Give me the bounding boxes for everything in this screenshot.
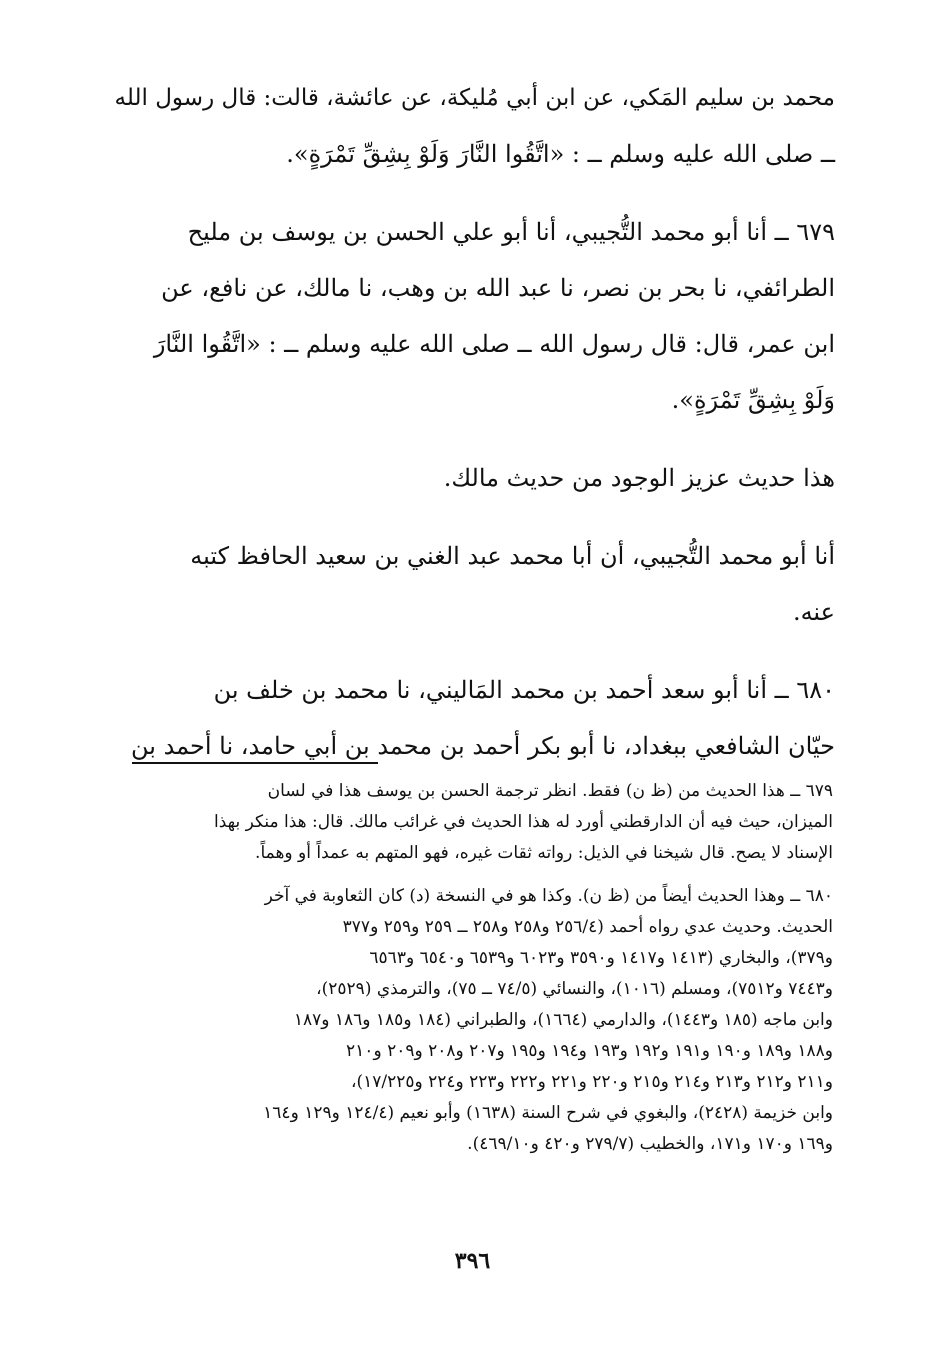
text-line: الطرائفي، نا بحر بن نصر، نا عبد الله بن وهب، نا مالك، عن نافع، عن [161,274,835,302]
comment-paragraph [110,450,835,506]
text-line: حيّان الشافعي ببغداد، نا أبو بكر أحمد بن محمد بن أبي حامد، نا أحمد بن [130,732,835,760]
footnote-divider [132,762,378,764]
footnote-679 [112,776,833,869]
footnote-line: و١٨٨ و١٨٩ و١٩٠ و١٩١ و١٩٢ و١٩٣ و١٩٤ و١٩٥ و٢٠٧ و٢٠٨ و٢٠٩ و٢١٠ [346,1041,833,1061]
paragraph-continuation [110,70,835,182]
text-line: ٦٨٠ ــ أنا أبو سعد أحمد بن محمد المَاليني، نا محمد بن خلف بن [213,676,835,704]
text-line: ــ صلى الله عليه وسلم ــ : «اتَّقُوا النَّارَ وَلَوْ بِشِقِّ تَمْرَةٍ». [286,140,835,168]
attribution-paragraph [110,528,835,640]
text-line: عنه. [792,598,835,626]
hadith-679 [110,204,835,428]
text-line: هذا حديث عزيز الوجود من حديث مالك. [443,464,835,492]
footnote-line: وابن خزيمة (٢٤٢٨)، والبغوي في شرح السنة (١٦٣٨) وأبو نعيم (١٢٤/٤ و١٢٩ و١٦٤ [263,1103,833,1123]
footnote-line: و٣٧٩)، والبخاري (١٤١٣ و١٤١٧ و٣٥٩٠ و٦٠٢٣ و٦٥٣٩ و٦٥٤٠ و٦٥٦٣ [369,948,833,968]
page-number: ٣٩٦ [454,1248,491,1274]
footnotes [112,776,833,1160]
text-line: ٦٧٩ ــ أنا أبو محمد التُّجيبي، أنا أبو علي الحسن بن يوسف بن مليح [187,218,835,246]
footnote-line: الميزان، حيث فيه أن الدارقطني أورد له هذا الحديث في غرائب مالك. قال: هذا منكر بهذا [214,812,833,832]
footnote-line: و٧٤٤٣ و٧٥١٢)، ومسلم (١٠١٦)، والنسائي (٧٤/٥ ــ ٧٥)، والترمذي (٢٥٢٩)، [316,979,833,999]
footnote-line: ٦٧٩ ــ هذا الحديث من (ظ ن) فقط. انظر ترجمة الحسن بن يوسف هذا في لسان [267,781,833,801]
footnote-line: الحديث. وحديث عدي رواه أحمد (٢٥٦/٤ و٢٥٨ و٢٥٨ ــ ٢٥٩ و٢٥٩ و٣٧٧ [342,917,833,937]
footnote-line: و٢١١ و٢١٢ و٢١٣ و٢١٤ و٢١٥ و٢٢٠ و٢٢١ و٢٢٢ و٢٢٣ و٢٢٤ و١٧/٢٢٥)، [350,1072,833,1092]
footnote-680 [112,881,833,1160]
text-line: أنا أبو محمد التُّجيبي، أن أبا محمد عبد الغني بن سعيد الحافظ كتبه [190,542,835,570]
footnote-line: الإسناد لا يصح. قال شيخنا في الذيل: رواته ثقات غيره، فهو المتهم به عمداً أو وهماً. [255,843,833,863]
text-line: محمد بن سليم المَكي، عن ابن أبي مُليكة، عن عائشة، قالت: قال رسول الله [114,85,835,111]
hadith-680 [110,662,835,774]
main-text [110,70,835,774]
footnote-line: و١٦٩ و١٧٠ و١٧١، والخطيب (٢٧٩/٧ و٤٢٠ و٤٦٩/١٠). [467,1134,833,1154]
footnote-line: ٦٨٠ ــ وهذا الحديث أيضاً من (ظ ن). وكذا هو في النسخة (د) كان الثعاوبة في آخر [264,886,833,906]
text-line: وَلَوْ بِشِقِّ تَمْرَةٍ». [671,386,835,414]
text-line: ابن عمر، قال: قال رسول الله ــ صلى الله عليه وسلم ــ : «اتَّقُوا النَّارَ [153,330,835,358]
footnote-line: وابن ماجه (١٨٥ و١٤٤٣)، والدارمي (١٦٦٤)، والطبراني (١٨٤ و١٨٥ و١٨٦ و١٨٧ [293,1010,833,1030]
